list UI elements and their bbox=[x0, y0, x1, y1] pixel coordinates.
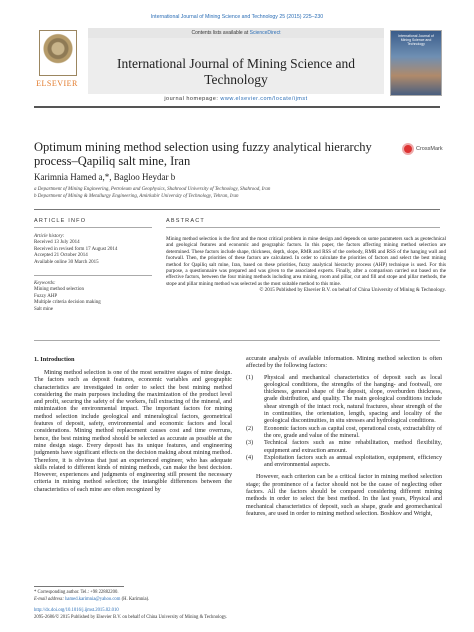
history-revised: Received in revised form 17 August 2014 bbox=[34, 246, 118, 252]
footnote-email bbox=[34, 597, 149, 603]
keyword: Fuzzy AHP bbox=[34, 293, 58, 299]
abstract bbox=[166, 236, 446, 294]
keywords bbox=[34, 281, 158, 313]
factor-number: (2) bbox=[246, 425, 254, 432]
keywords-rule bbox=[34, 275, 152, 276]
article-info-heading: ARTICLE INFO bbox=[34, 218, 87, 224]
factor-text: Exploitation factors such as annual exploitation, equipment, efficiency and environmental aspects. bbox=[264, 454, 442, 469]
factor-number: (3) bbox=[246, 440, 254, 447]
footnote-rule bbox=[34, 586, 124, 587]
factor-number: (1) bbox=[246, 374, 254, 381]
issn-line: 2095-2686/© 2015 Published by Elsevier B.V. on behalf of China University of Mining & Technology. bbox=[34, 615, 228, 620]
intro-right-paragraph: However, each criterion can be a critical factor in mining method selection stage; the prominence of a factor should not be the cause of neglecting other factors. All the factors should be compared considering different mining methods in order to select the best method. In the last years, Physical and mechanical characteristics of deposit, such as shape, grade and geomechanical features, are used in order to mining method selection. Boshkov and Wright, bbox=[246, 474, 442, 517]
info-divider-top bbox=[34, 209, 440, 210]
intro-left-paragraph: Mining method selection is one of the most sensitive stages of mine design. The factors such as deposit features, economic variables and geographic characteristics are investigated in order to select the best mining method considering the main purposes including the maximization of the product level and profit, securing the safety of the workers, full extracting of the mineral, and minimization the environmental impact. The important factors for mining method selection include geological and mineralogical factors, geometrical features of deposit, safety, environmental and economic factors and local considerations. Mining method replacement causes cost and time overruns, hence, the best mining method should be selected as accurate as possible at the mine design stage. Every deposit has its unique features, and engineering judgments have significant effects on the decision making about mining method. Therefore, it is obvious that just an experienced engineer, who has adequate skills related to different kinds of mining methods, can make the best decision. However, experiences and judgments of engineering still present the necessary criteria in mining method selection; the intangible differences between the characteristics of each mine are often recognized by bbox=[34, 370, 232, 493]
footnote-corresponding: * Corresponding author. Tel.: +98 22882200. bbox=[34, 590, 119, 595]
authors: Karimnia Hamed a,*, Bagloo Heydar b bbox=[34, 172, 176, 182]
keywords-label: Keywords: bbox=[34, 281, 56, 286]
elsevier-tree-icon bbox=[39, 30, 77, 76]
journal-cover-image bbox=[390, 30, 442, 96]
abstract-text: Mining method selection is the first and the most critical problem in mine design and depends on some parameters such as geotechnical and geological features and economic and geographic factors. In this paper, the factors affecting mining method selection are determined. These factors include shape, thickness, depth, slope, RMR and RSS of the orebody, RMR and RSS of the hanging wall and footwall. Then, the priorities of these factors are calculated. In order to calculate the priorities of factors and select the best mining method for Qapiliq salt mine, Iran, based on these priorities, fuzzy analytical hierarchy process (AHP) technique is used. For this purpose, a questionnaire was prepared and was given to the associated experts. Finally, after a comparison carried out based on the effective factors, between the four mining methods including area mining, room and pillar, cut and fill and stope and pillar methods, the stope and pillar mining method was selected as the most suitable method to this mine. bbox=[166, 236, 446, 287]
history-accepted: Accepted 21 October 2014 bbox=[34, 253, 88, 259]
cover-title: International Journal of Mining Science and Technology bbox=[398, 34, 434, 46]
factor-text: Physical and mechanical characteristics of deposit such as local geological conditions, the strengths of the hanging- and footwall, ore thickness, general shape of the deposit, slope, overburden thickness, grade distribution, and quality. The main geological conditions include shear strength of the intact rock, natural fractures, shear strength of the in continuities, the orientation, length, spacing and locality of the geological discontinuities, in situ stresses and hydrological conditions. bbox=[264, 374, 442, 425]
elsevier-wordmark: ELSEVIER bbox=[36, 79, 78, 88]
factor-text: Economic factors such as capital cost, operational costs, extractability of the ore, grade and value of the mineral. bbox=[264, 425, 442, 439]
factor-item bbox=[246, 426, 442, 441]
homepage-link[interactable]: www.elsevier.com/locate/ijmst bbox=[220, 96, 308, 102]
factor-item bbox=[246, 440, 442, 455]
history-received: Received 13 July 2014 bbox=[34, 240, 80, 246]
history-label: Article history: bbox=[34, 234, 65, 239]
factor-text: Technical factors such as mine rehabilitation, method flexibility, equipment and extraction amount. bbox=[264, 440, 442, 454]
email-suffix: (H. Karimnia). bbox=[120, 597, 150, 602]
abstract-copyright: © 2015 Published by Elsevier B.V. on behalf of China University of Mining & Technology. bbox=[259, 287, 446, 294]
doi-line bbox=[34, 608, 119, 614]
affiliation-a: a Department of Mining Engineering, Petroleum and Geophysics, Shahrood University of Technology, Shahrood, Iran bbox=[34, 187, 271, 192]
crossmark-badge[interactable] bbox=[402, 141, 442, 165]
contents-prefix: Contents lists available at bbox=[191, 30, 250, 36]
crossmark-label: CrossMark bbox=[416, 146, 443, 152]
factor-number: (4) bbox=[246, 454, 254, 461]
intro-right-column bbox=[246, 356, 442, 518]
elsevier-logo bbox=[34, 26, 80, 94]
doi-link[interactable]: http://dx.doi.org/10.1016/j.ijmst.2015.02.010 bbox=[34, 608, 119, 613]
keyword: Salt mine bbox=[34, 306, 54, 312]
email-link[interactable]: hamed.karimnia@yahoo.com bbox=[65, 597, 121, 602]
intro-heading: 1. Introduction bbox=[34, 356, 75, 363]
sciencedirect-link[interactable]: ScienceDirect bbox=[249, 30, 281, 36]
article-info-rule bbox=[34, 227, 152, 228]
factor-item bbox=[246, 455, 442, 470]
contents-bar bbox=[88, 28, 384, 38]
affiliation-b: b Department of Mining & Metallurgy Engineering, Amirkabir University of Technology, Tehran, Iran bbox=[34, 194, 239, 199]
journal-header bbox=[34, 26, 440, 102]
header-divider bbox=[34, 106, 440, 108]
keyword: Multiple criteria decision making bbox=[34, 300, 101, 306]
keyword: Mining method selection bbox=[34, 287, 84, 293]
homepage-prefix: journal homepage: bbox=[164, 96, 221, 102]
history-online: Available online 30 March 2015 bbox=[34, 259, 99, 265]
intro-right-intro: accurate analysis of available information. Mining method selection is often affected by the following factors: bbox=[246, 356, 442, 370]
email-prefix: E-mail address: bbox=[34, 597, 66, 602]
journal-homepage bbox=[88, 96, 384, 102]
article-history bbox=[34, 234, 158, 266]
running-header: International Journal of Mining Science and Technology 25 (2015) 225–230 bbox=[150, 14, 324, 20]
abstract-rule bbox=[166, 227, 440, 228]
journal-title: International Journal of Mining Science and Technology bbox=[116, 56, 356, 87]
abstract-divider-bottom bbox=[34, 340, 440, 341]
abstract-heading: ABSTRACT bbox=[166, 218, 205, 224]
factor-item bbox=[246, 375, 442, 426]
crossmark-icon bbox=[402, 143, 414, 155]
article-title: Optimum mining method selection using fuzzy analytical hierarchy process–Qapiliq salt mine, Iran bbox=[34, 140, 372, 168]
